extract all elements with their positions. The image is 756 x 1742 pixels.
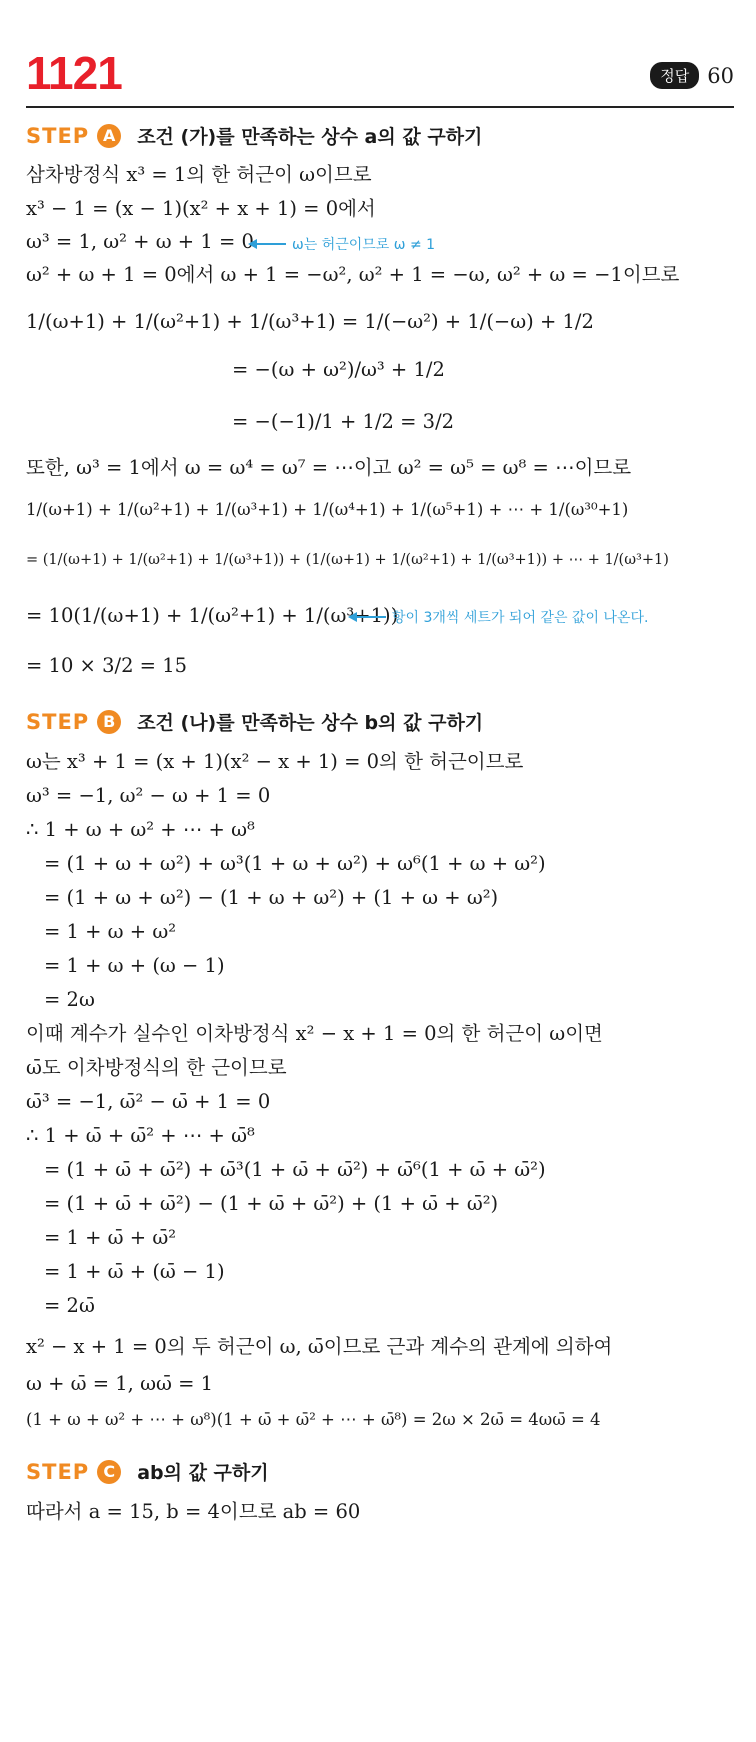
- solution-line: ∴ 1 + ω + ω² + ⋯ + ω⁸: [26, 818, 255, 841]
- solution-line: 1/(ω+1) + 1/(ω²+1) + 1/(ω³+1) + 1/(ω⁴+1) + 1/(ω⁵+1) + ⋯ + 1/(ω³⁰+1): [26, 500, 629, 519]
- solution-line: = 2ω: [44, 988, 95, 1011]
- annotation-note: ω는 허근이므로 ω ≠ 1: [250, 234, 435, 254]
- problem-number: 1121: [26, 47, 122, 99]
- page-header: [0, 0, 756, 110]
- solution-line: 삼차방정식 x³ = 1의 한 허근이 ω이므로: [26, 163, 372, 186]
- solution-line: ω³ = 1, ω² + ω + 1 = 0: [26, 230, 254, 253]
- step-a-heading: [26, 122, 482, 149]
- header-divider: [26, 106, 734, 108]
- arrow-left-icon: [250, 243, 286, 245]
- arrow-left-icon: [350, 616, 386, 618]
- solution-line: = (1 + ω̄ + ω̄²) + ω̄³(1 + ω̄ + ω̄²) + ω̄⁶(1 + ω̄ + ω̄²): [44, 1158, 546, 1181]
- step-title: 조건 (가)를 만족하는 상수 a의 값 구하기: [137, 126, 483, 148]
- step-b-heading: [26, 708, 483, 735]
- solution-line: x³ − 1 = (x − 1)(x² + x + 1) = 0에서: [26, 197, 376, 220]
- solution-line: ω² + ω + 1 = 0에서 ω + 1 = −ω², ω² + 1 = −ω, ω² + ω = −1이므로: [26, 263, 680, 286]
- solution-line: = 1 + ω̄ + ω̄²: [44, 1226, 177, 1249]
- answer-page-number: 60: [707, 63, 734, 88]
- solution-line: ω̄³ = −1, ω̄² − ω̄ + 1 = 0: [26, 1090, 271, 1113]
- solution-line: 이때 계수가 실수인 이차방정식 x² − x + 1 = 0의 한 허근이 ω이면: [26, 1022, 603, 1045]
- answer-reference: [650, 62, 734, 89]
- solution-line: = (1 + ω + ω²) − (1 + ω + ω²) + (1 + ω + ω²): [44, 886, 499, 909]
- solution-line: = −(ω + ω²)/ω³ + 1/2: [232, 358, 445, 381]
- solution-line: = (1 + ω + ω²) + ω³(1 + ω + ω²) + ω⁶(1 + ω + ω²): [44, 852, 546, 875]
- solution-line: = 1 + ω + (ω − 1): [44, 954, 225, 977]
- solution-line: = 10(1/(ω+1) + 1/(ω²+1) + 1/(ω³+1)): [26, 604, 399, 627]
- solution-line: ω + ω̄ = 1, ωω̄ = 1: [26, 1372, 214, 1395]
- solution-line: ∴ 1 + ω̄ + ω̄² + ⋯ + ω̄⁸: [26, 1124, 255, 1147]
- solution-line: = 1 + ω̄ + (ω̄ − 1): [44, 1260, 225, 1283]
- solution-line: ω³ = −1, ω² − ω + 1 = 0: [26, 784, 271, 807]
- solution-line: ω̄도 이차방정식의 한 근이므로: [26, 1056, 287, 1079]
- solution-line: 따라서 a = 15, b = 4이므로 ab = 60: [26, 1500, 361, 1523]
- solution-line: x² − x + 1 = 0의 두 허근이 ω, ω̄이므로 근과 계수의 관계에 의하여: [26, 1335, 613, 1358]
- step-c-heading: [26, 1458, 269, 1485]
- solution-line: = (1/(ω+1) + 1/(ω²+1) + 1/(ω³+1)) + (1/(ω+1) + 1/(ω²+1) + 1/(ω³+1)) + ⋯ + 1/(ω³+1): [26, 552, 669, 568]
- step-letter-badge: A: [97, 124, 121, 148]
- solution-line: = 10 × 3/2 = 15: [26, 654, 188, 677]
- step-label: STEP: [26, 1459, 90, 1484]
- solution-line: = 2ω̄: [44, 1294, 95, 1317]
- solution-line: = (1 + ω̄ + ω̄²) − (1 + ω̄ + ω̄²) + (1 + ω̄ + ω̄²): [44, 1192, 499, 1215]
- step-title: 조건 (나)를 만족하는 상수 b의 값 구하기: [137, 712, 484, 734]
- step-title: ab의 값 구하기: [137, 1462, 269, 1484]
- solution-line: 또한, ω³ = 1에서 ω = ω⁴ = ω⁷ = ⋯이고 ω² = ω⁵ = ω⁸ = ⋯이므로: [26, 456, 632, 479]
- solution-line: = −(−1)/1 + 1/2 = 3/2: [232, 410, 455, 433]
- step-label: STEP: [26, 123, 90, 148]
- step-letter-badge: C: [97, 1460, 121, 1484]
- solution-line: (1 + ω + ω² + ⋯ + ω⁸)(1 + ω̄ + ω̄² + ⋯ + ω̄⁸) = 2ω × 2ω̄ = 4ωω̄ = 4: [26, 1410, 601, 1429]
- solution-line: 1/(ω+1) + 1/(ω²+1) + 1/(ω³+1) = 1/(−ω²) + 1/(−ω) + 1/2: [26, 310, 594, 333]
- solution-line: = 1 + ω + ω²: [44, 920, 177, 943]
- annotation-note: 항이 3개씩 세트가 되어 같은 값이 나온다.: [350, 607, 648, 627]
- step-letter-badge: B: [97, 710, 121, 734]
- step-label: STEP: [26, 709, 90, 734]
- solution-line: ω는 x³ + 1 = (x + 1)(x² − x + 1) = 0의 한 허근이므로: [26, 750, 524, 773]
- answer-badge: 정답: [650, 62, 699, 89]
